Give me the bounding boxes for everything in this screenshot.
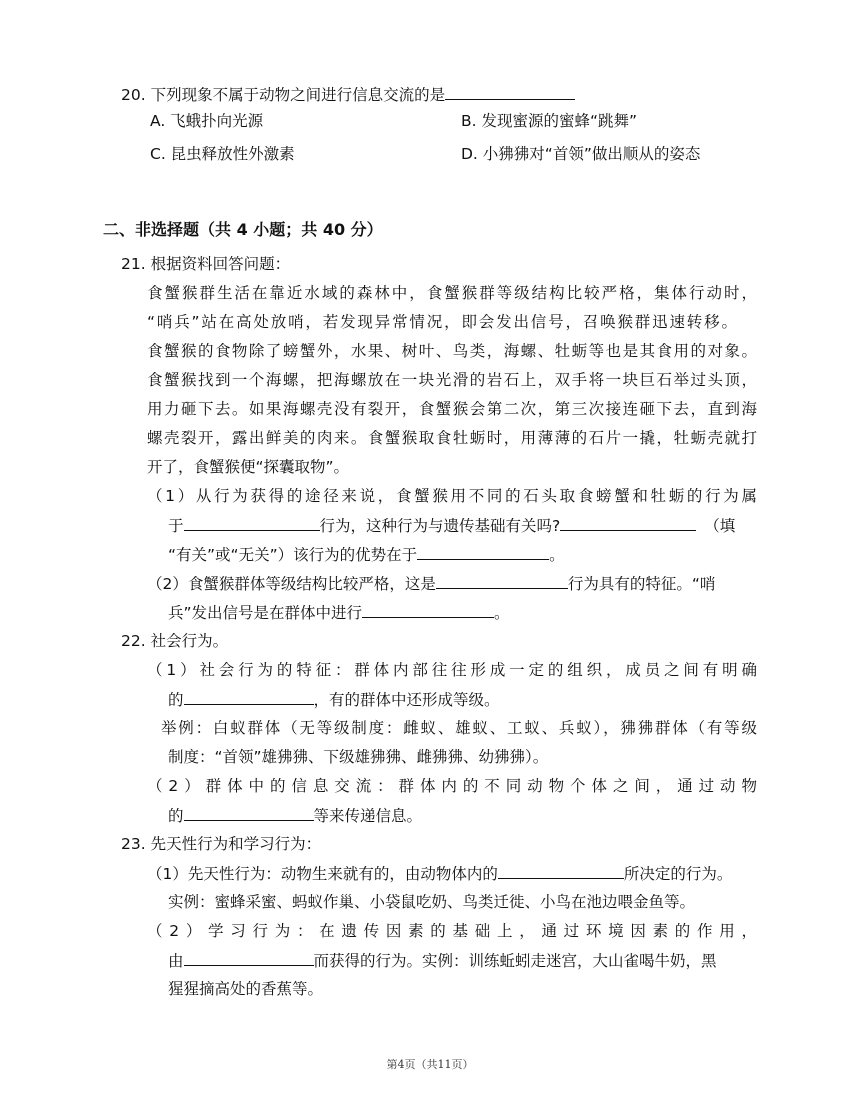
answer-blank: [184, 688, 314, 705]
q21-sub2-line: [168, 601, 510, 624]
answer-blank: [498, 862, 624, 879]
q22-example-line: 制度：“首领”雄狒狒、下级雄狒狒、雌狒狒、幼狒狒）。: [168, 748, 549, 766]
q21-sub1-line: [168, 543, 565, 566]
q21-sub2-text: 。: [494, 604, 510, 622]
q21-sub1-line: （1）从行为获得的途径来说，食蟹猴用不同的石头取食螃蟹和牡蛎的行为属: [147, 487, 757, 505]
q22-sub1-line: （1）社会行为的特征：群体内部往往形成一定的组织，成员之间有明确: [147, 661, 757, 679]
q21-passage-line: 开了，食蟹猴便“探囊取物”。: [147, 458, 350, 476]
q23-sub2-text: 而获得的行为。实例：训练蚯蚓走迷宫，大山雀喝牛奶，黑: [313, 952, 717, 970]
q23-sub2-line: [168, 949, 717, 972]
q20-stem-line: [121, 83, 575, 106]
q21-stem: 21. 根据资料回答问题：: [121, 255, 291, 273]
q21-sub2-text: 行为具有的特征。“哨: [567, 575, 716, 593]
q20-option-b: B. 发现蜜源的蜜蜂“跳舞”: [461, 112, 638, 130]
q21-passage-line: 食蟹猴找到一个海螺，把海螺放在一块光滑的岩石上，双手将一块巨石举过头顶，: [147, 371, 757, 389]
q21-sub1-text: 。: [549, 546, 565, 564]
q22-sub2-text: 的: [168, 807, 184, 825]
q20-option-d: D. 小狒狒对“首领”做出顺从的姿态: [461, 145, 701, 163]
q21-sub2-text: 兵”发出信号是在群体中进行: [168, 604, 363, 622]
q21-passage-line: 食蟹猴群生活在靠近水域的森林中，食蟹猴群等级结构比较严格，集体行动时，: [147, 284, 757, 302]
q20-option-c: C. 昆虫释放性外激素: [150, 145, 295, 163]
section-heading: 二、非选择题（共 4 小题；共 40 分）: [103, 220, 383, 239]
q20-stem: 20. 下列现象不属于动物之间进行信息交流的是: [121, 86, 446, 104]
q21-sub2-text: （2）食蟹猴群体等级结构比较严格，这是: [147, 575, 436, 593]
q21-passage-line: 食蟹猴的食物除了螃蟹外，水果、树叶、鸟类，海螺、牡蛎等也是其食用的对象。: [147, 342, 757, 360]
answer-blank: [445, 83, 575, 100]
q23-sub2-line: 猩猩摘高处的香蕉等。: [168, 980, 324, 998]
q21-sub2-line: [147, 572, 715, 595]
q22-sub2-line: [168, 804, 422, 827]
q21-passage-line: “哨兵”站在高处放哨，若发现异常情况，即会发出信号，召唤猴群迅速转移。: [147, 313, 737, 331]
q22-sub2-text: 等来传递信息。: [313, 807, 423, 825]
answer-blank: [184, 804, 314, 821]
page-footer: 第4页（共11页）: [386, 1058, 474, 1071]
q21-sub1-text: （填: [704, 517, 736, 535]
q22-sub1-text: 的: [168, 691, 184, 709]
q23-sub2-text: 由: [168, 952, 184, 970]
q21-sub1-line: [168, 514, 735, 537]
q21-passage-line: 螺壳裂开，露出鲜美的肉来。食蟹猴取食牡蛎时，用薄薄的石片一撬，牡蛎壳就打: [147, 429, 757, 447]
q20-option-a: A. 飞蛾扑向光源: [150, 112, 264, 130]
q23-sub1-text: 所决定的行为。: [623, 865, 733, 883]
answer-blank: [436, 572, 568, 589]
q21-sub1-text: “有关”或“无关”）该行为的优势在于: [168, 546, 418, 564]
answer-blank: [184, 949, 314, 966]
q23-sub2-line: （2）学习行为：在遗传因素的基础上，通过环境因素的作用，: [147, 922, 757, 940]
q22-example-line: 举例：白蚁群体（无等级制度：雌蚁、雄蚁、工蚁、兵蚁），狒狒群体（有等级: [161, 719, 757, 737]
answer-blank: [184, 514, 320, 531]
q22-sub1-line: [168, 688, 500, 711]
q22-stem: 22. 社会行为。: [121, 632, 229, 650]
q22-sub2-line: （2）群体中的信息交流：群体内的不同动物个体之间，通过动物: [147, 777, 757, 795]
q23-sub1-example: 实例：蜜蜂采蜜、蚂蚁作巢、小袋鼠吃奶、鸟类迁徙、小鸟在池边喂金鱼等。: [168, 893, 696, 911]
q22-sub1-text: ，有的群体中还形成等级。: [313, 691, 500, 709]
q23-sub1-line: [147, 862, 732, 885]
q21-sub1-text: 于: [168, 517, 184, 535]
q21-passage-line: 用力砸下去。如果海螺壳没有裂开，食蟹猴会第二次，第三次接连砸下去，直到海: [147, 400, 757, 418]
q23-stem: 23. 先天性行为和学习行为：: [121, 835, 322, 853]
q21-sub1-text: 行为，这种行为与遗传基础有关吗?: [319, 517, 561, 535]
answer-blank: [417, 543, 549, 560]
answer-blank: [362, 601, 494, 618]
answer-blank: [560, 514, 696, 531]
q23-sub1-text: （1）先天性行为：动物生来就有的，由动物体内的: [147, 865, 498, 883]
